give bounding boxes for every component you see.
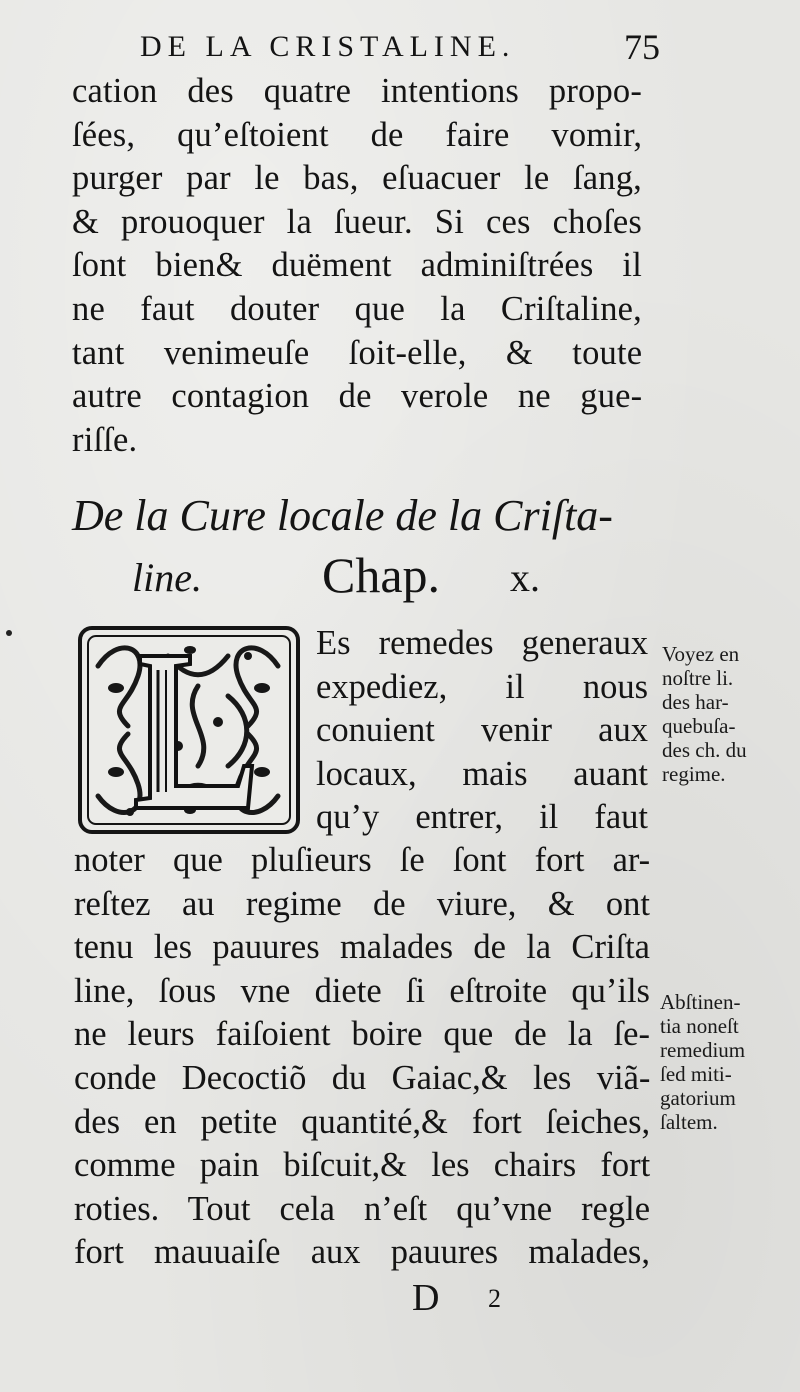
decorated-initial <box>78 626 300 834</box>
text-line: purger par le bas, eſuacuer le ſang, <box>72 159 642 198</box>
paragraph-1 <box>72 70 642 462</box>
text-line: tant venimeuſe ſoit-elle, & toute <box>72 333 643 372</box>
text-line: conuient venir aux <box>316 711 648 750</box>
ink-speck <box>6 630 12 636</box>
text-line: roties. Tout cela n’eſt qu’vne regle <box>74 1189 651 1228</box>
margin-note-line: Abſtinen- <box>660 990 741 1014</box>
text-line: noter que pluſieurs ſe ſont fort ar- <box>74 841 651 879</box>
text-line: expediez, il nous <box>316 667 648 706</box>
margin-note-line: des ch. du <box>662 738 747 762</box>
margin-note-line: tia noneſt <box>660 1014 739 1038</box>
text-line: ne faut douter que la Criſtaline, <box>72 289 642 328</box>
text-line: line, ſous vne diete ſi eſtroite qu’ils <box>74 971 650 1010</box>
text-line: fort mauuaiſe aux pauures malades, <box>74 1233 650 1272</box>
chapter-label: Chap. <box>322 547 441 603</box>
chapter-title-line-2: line. <box>132 555 202 600</box>
paragraph-2-continued <box>74 839 650 1275</box>
paragraph-2-beside-initial <box>316 622 648 840</box>
text-line-last: riſſe. <box>72 420 138 459</box>
text-line: cation des quatre intentions propo- <box>72 72 643 110</box>
margin-note-line: remedium <box>660 1038 746 1062</box>
margin-note-line: noſtre li. <box>662 666 734 690</box>
margin-note-line: regime. <box>662 762 726 786</box>
text-line: ſées, qu’eſtoient de faire vomir, <box>72 115 643 154</box>
text-line: autre contagion de verole ne gue- <box>72 377 643 416</box>
text-line: conde Decoctiõ du Gaiac,& les viã- <box>74 1058 651 1097</box>
text-line: reſtez au regime de viure, & ont <box>74 884 650 923</box>
signature-mark: D <box>412 1277 440 1319</box>
chapter-number: x. <box>510 555 540 600</box>
decorated-initial-art <box>78 626 300 834</box>
page-number: 75 <box>624 27 660 67</box>
margin-note-line: ſaltem. <box>660 1110 718 1134</box>
running-title: DE LA CRISTALINE. <box>140 30 516 63</box>
margin-note-line: Voyez en <box>662 642 740 666</box>
text-line: qu’y entrer, il faut <box>316 798 648 837</box>
text-line: tenu les pauures malades de la Criſta <box>74 928 650 967</box>
chapter-title-line-1: De la Cure locale de la Criſta- <box>72 491 613 540</box>
text-line: ſont bien& duëment adminiſtrées il <box>72 246 642 285</box>
margin-note-line: des har- <box>662 690 729 714</box>
text-line: locaux, mais auant <box>316 754 648 793</box>
signature-number: 2 <box>488 1284 501 1313</box>
page-header <box>140 26 660 76</box>
text-line: & prouoquer la ſueur. Si ces choſes <box>72 202 642 241</box>
margin-note-line: quebuſa- <box>662 714 736 738</box>
margin-note-2 <box>660 990 794 1134</box>
text-line: des en petite quantité,& fort ſeiches, <box>74 1102 651 1141</box>
margin-note-line: ſed miti- <box>660 1062 732 1086</box>
text-line: comme pain biſcuit,& les chairs fort <box>74 1146 651 1185</box>
text-line: ne leurs faiſoient boire que de la ſe- <box>74 1015 650 1054</box>
margin-note-1 <box>662 642 792 786</box>
margin-note-line: gatorium <box>660 1086 736 1110</box>
text-line: Es remedes generaux <box>316 624 649 662</box>
